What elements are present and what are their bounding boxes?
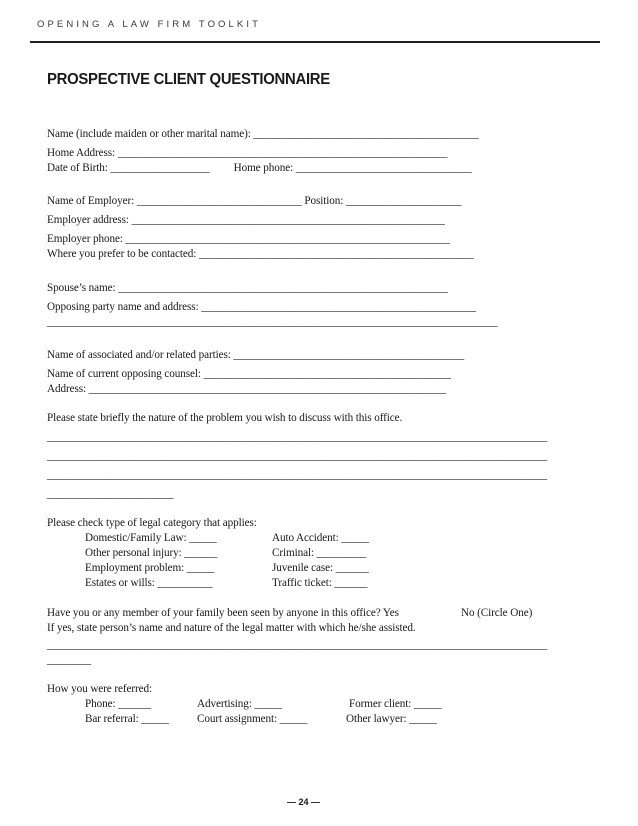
- referral-bar[interactable]: Bar referral: _____: [85, 713, 169, 725]
- category-auto[interactable]: Auto Accident: _____: [272, 532, 369, 544]
- employer-address-field[interactable]: Employer address: _________________________________________________________: [47, 214, 445, 226]
- referral-former-client[interactable]: Former client: _____: [349, 698, 442, 710]
- contact-preference-field[interactable]: Where you prefer to be contacted: __________________________________________________: [47, 248, 474, 260]
- referral-advertising[interactable]: Advertising: _____: [197, 698, 282, 710]
- category-prompt: Please check type of legal category that applies:: [47, 517, 257, 529]
- home-address-field[interactable]: Home Address: ____________________________________________________________: [47, 147, 448, 159]
- referral-phone[interactable]: Phone: ______: [85, 698, 152, 710]
- problem-prompt: Please state briefly the nature of the problem you wish to discuss with this office.: [47, 412, 403, 424]
- page-number: — 24 —: [287, 797, 321, 807]
- referral-prompt: How you were referred:: [47, 683, 152, 695]
- if-yes-line[interactable]: ___________________________________________________________________________________________: [47, 639, 547, 651]
- associated-parties-field[interactable]: Name of associated and/or related parties: __________________________________________: [47, 349, 465, 361]
- category-estates[interactable]: Estates or wills: __________: [85, 577, 213, 589]
- running-header: OPENING A LAW FIRM TOOLKIT: [37, 19, 262, 30]
- seen-options[interactable]: No (Circle One): [461, 607, 533, 619]
- problem-line[interactable]: ___________________________________________________________________________________________: [47, 431, 547, 443]
- employer-position-field[interactable]: Name of Employer: ______________________________ Position: _____________________: [47, 195, 462, 207]
- if-yes-prompt: If yes, state person’s name and nature of the legal matter with which he/she assisted.: [47, 622, 416, 634]
- header-rule: [30, 41, 600, 43]
- category-juvenile[interactable]: Juvenile case: ______: [272, 562, 369, 574]
- category-traffic[interactable]: Traffic ticket: ______: [272, 577, 368, 589]
- if-yes-line[interactable]: ________: [47, 654, 91, 666]
- category-employment[interactable]: Employment problem: _____: [85, 562, 215, 574]
- problem-line[interactable]: ___________________________________________________________________________________________: [47, 450, 547, 462]
- referral-court[interactable]: Court assignment: _____: [197, 713, 308, 725]
- category-personal-injury[interactable]: Other personal injury: ______: [85, 547, 218, 559]
- problem-line[interactable]: _______________________: [47, 488, 174, 500]
- spouse-name-field[interactable]: Spouse’s name: ____________________________________________________________: [47, 282, 448, 294]
- page-title: PROSPECTIVE CLIENT QUESTIONNAIRE: [47, 71, 330, 88]
- opposing-party-continuation[interactable]: __________________________________________________________________________________: [47, 316, 498, 328]
- referral-other-lawyer[interactable]: Other lawyer: _____: [346, 713, 437, 725]
- counsel-address-field[interactable]: Address: _________________________________________________________________: [47, 383, 446, 395]
- name-field[interactable]: Name (include maiden or other marital name): _________________________________________: [47, 128, 479, 140]
- opposing-party-field[interactable]: Opposing party name and address: __________________________________________________: [47, 301, 476, 313]
- dob-home-phone-field[interactable]: Date of Birth: __________________ Home phone: ________________________________: [47, 162, 472, 174]
- seen-question: Have you or any member of your family been seen by anyone in this office? Yes: [47, 607, 399, 619]
- employer-phone-field[interactable]: Employer phone: ___________________________________________________________: [47, 233, 450, 245]
- category-criminal[interactable]: Criminal: _________: [272, 547, 367, 559]
- opposing-counsel-field[interactable]: Name of current opposing counsel: _____________________________________________: [47, 368, 451, 380]
- problem-line[interactable]: ___________________________________________________________________________________________: [47, 469, 547, 481]
- category-domestic[interactable]: Domestic/Family Law: _____: [85, 532, 217, 544]
